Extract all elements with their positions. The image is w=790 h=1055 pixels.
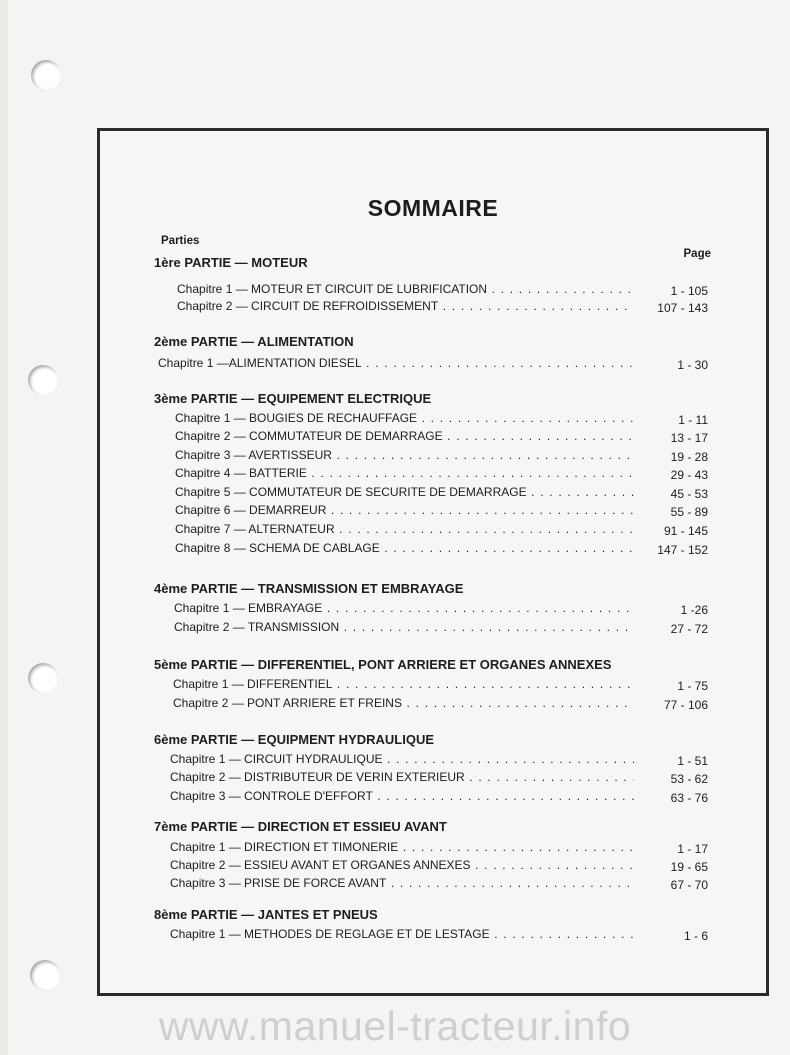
chapter-label: Chapitre 6 — DEMARREUR . . .	[175, 502, 634, 519]
toc-entry	[100, 926, 766, 943]
toc-list	[100, 131, 766, 993]
chapter-label: Chapitre 2 — CIRCUIT DE REFROIDISSEMENT . . .	[177, 298, 634, 315]
chapter-label: Chapitre 1 — MOTEUR ET CIRCUIT DE LUBRIFICATION . . .	[177, 281, 634, 298]
chapter-label: Chapitre 1 — DIFFERENTIEL . . .	[173, 676, 634, 693]
page-range: 13 - 17	[670, 431, 708, 445]
toc-entry	[100, 839, 766, 856]
chapter-label: Chapitre 7 — ALTERNATEUR . . .	[175, 521, 634, 538]
chapter-label: Chapitre 2 — DISTRIBUTEUR DE VERIN EXTERIEUR . . .	[170, 769, 634, 786]
page-range: 1 -26	[680, 603, 708, 617]
chapter-label: Chapitre 3 — CONTROLE D'EFFORT . . .	[170, 788, 634, 805]
page-range: 1 - 30	[677, 358, 708, 372]
parties-column-label: Parties	[161, 235, 200, 247]
toc-entry	[100, 502, 766, 519]
toc-entry	[100, 540, 766, 557]
part-title: 1ère PARTIE — MOTEUR	[154, 255, 308, 270]
page-range: 1 - 6	[683, 929, 708, 943]
page-range: 67 - 70	[670, 878, 708, 892]
binder-hole	[28, 365, 58, 395]
toc-entry	[100, 447, 766, 464]
chapter-label: Chapitre 2 — COMMUTATEUR DE DEMARRAGE . . .	[175, 428, 634, 445]
toc-entry	[100, 600, 766, 617]
page-range: 29 - 43	[670, 468, 708, 482]
toc-entry	[100, 788, 766, 805]
part-title: 3ème PARTIE — EQUIPEMENT ELECTRIQUE	[154, 391, 432, 406]
chapter-label: Chapitre 2 — PONT ARRIERE ET FREINS . . .	[173, 695, 634, 712]
toc-entry	[100, 465, 766, 482]
chapter-label: Chapitre 2 — ESSIEU AVANT ET ORGANES ANNEXES . . .	[170, 857, 634, 874]
watermark: www.manuel-tracteur.info	[158, 1003, 632, 1049]
page-range: 107 - 143	[657, 301, 708, 315]
page-column-label: Page	[683, 248, 711, 260]
chapter-label: Chapitre 1 — EMBRAYAGE . . .	[174, 600, 634, 617]
page-range: 77 - 106	[663, 698, 708, 712]
page-range: 1 - 11	[678, 413, 708, 427]
part-title: 7ème PARTIE — DIRECTION ET ESSIEU AVANT	[154, 819, 447, 834]
toc-entry	[100, 619, 766, 636]
part-title: 5ème PARTIE — DIFFERENTIEL, PONT ARRIERE ET ORGANES ANNEXES	[154, 657, 612, 672]
chapter-label: Chapitre 5 — COMMUTATEUR DE SECURITE DE DEMARRAGE . . .	[175, 484, 634, 501]
chapter-label: Chapitre 3 — AVERTISSEUR . . .	[175, 447, 634, 464]
toc-entry	[100, 484, 766, 501]
scanned-page	[8, 0, 790, 1055]
part-title: 2ème PARTIE — ALIMENTATION	[154, 334, 354, 349]
toc-entry	[100, 281, 766, 298]
page-range: 91 - 145	[663, 524, 708, 538]
chapter-label: Chapitre 2 — TRANSMISSION . . .	[174, 619, 634, 636]
toc-entry	[100, 676, 766, 693]
page-range: 147 - 152	[657, 543, 708, 557]
binder-hole	[31, 60, 61, 90]
table-of-contents-frame	[97, 128, 769, 996]
chapter-label: Chapitre 1 — CIRCUIT HYDRAULIQUE . . .	[170, 751, 634, 768]
toc-entry	[100, 521, 766, 538]
toc-entry	[100, 428, 766, 445]
page-range: 63 - 76	[670, 791, 708, 805]
page-range: 45 - 53	[670, 487, 708, 501]
page-range: 1 - 17	[677, 842, 708, 856]
chapter-label: Chapitre 1 — METHODES DE REGLAGE ET DE LESTAGE . . .	[170, 926, 634, 943]
page-range: 1 - 51	[677, 754, 708, 768]
part-title: 6ème PARTIE — EQUIPMENT HYDRAULIQUE	[154, 732, 435, 747]
chapter-label: Chapitre 4 — BATTERIE . . .	[175, 465, 634, 482]
toc-entry	[100, 857, 766, 874]
page-title: SOMMAIRE	[367, 195, 499, 221]
chapter-label: Chapitre 1 —ALIMENTATION DIESEL . . .	[158, 355, 634, 372]
chapter-label: Chapitre 3 — PRISE DE FORCE AVANT . . .	[170, 875, 634, 892]
page-range: 1 - 105	[670, 284, 708, 298]
part-title: 4ème PARTIE — TRANSMISSION ET EMBRAYAGE	[154, 581, 464, 596]
page-range: 19 - 65	[670, 860, 708, 874]
toc-entry	[100, 355, 766, 372]
toc-entry	[100, 298, 766, 315]
binder-hole	[30, 960, 60, 990]
chapter-label: Chapitre 1 — DIRECTION ET TIMONERIE . . .	[170, 839, 634, 856]
toc-entry	[100, 769, 766, 786]
toc-entry	[100, 410, 766, 427]
toc-entry	[100, 695, 766, 712]
page-range: 55 - 89	[670, 505, 708, 519]
page-range: 19 - 28	[670, 450, 708, 464]
toc-entry	[100, 875, 766, 892]
chapter-label: Chapitre 1 — BOUGIES DE RECHAUFFAGE . . .	[175, 410, 634, 427]
toc-entry	[100, 751, 766, 768]
chapter-label: Chapitre 8 — SCHEMA DE CABLAGE . . .	[175, 540, 634, 557]
page-range: 1 - 75	[677, 679, 708, 693]
part-title: 8ème PARTIE — JANTES ET PNEUS	[154, 907, 378, 922]
page-range: 27 - 72	[670, 622, 708, 636]
binder-hole	[28, 663, 58, 693]
page-range: 53 - 62	[670, 772, 708, 786]
